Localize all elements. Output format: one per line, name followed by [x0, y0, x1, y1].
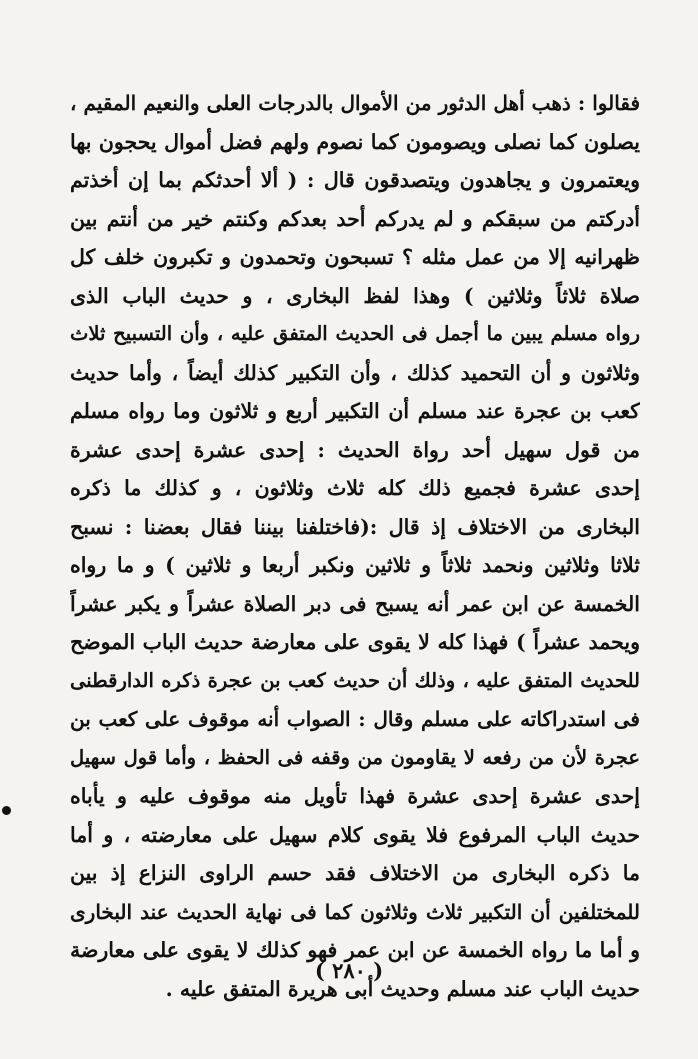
text-line: صلاة ثلاثاً وثلاثين ) وهذا لفظ البخارى ، و حديث الباب الذى [70, 283, 640, 308]
text-line: يصلون كما نصلى ويصومون كما نصوم ولهم فضل أموال يحجون بها [70, 129, 640, 154]
text-line: فقالوا : ذهب أهل الدثور من الأموال بالدرجات العلى والنعيم المقيم ، [70, 91, 640, 115]
page-number: ( ٢٨٠ ) [314, 958, 384, 983]
text-line: للمختلفين أن التكبير ثلاث وثلاثون كما فى نهاية الحديث عند البخارى [70, 899, 640, 924]
text-line: ويحمد عشراً ) فهذا كله لا يقوى على معارضة حديث الباب الموضح [70, 630, 640, 654]
text-line: من قول سهيل أحد رواة الحديث : إحدى عشرة إحدى عشرة [70, 437, 640, 462]
text-line: ظهرانيه إلا من عمل مثله ؟ تسبحون وتحمدون و تكبرون خلف كل [70, 245, 640, 269]
text-line: أدركتم من سبقكم و لم يدركم أحد بعدكم وكنتم خير من أنتم بين [70, 206, 640, 231]
text-line: إحدى عشرة فجميع ذلك كله ثلاث وثلاثون ، و كذلك ما ذكره [70, 476, 640, 500]
text-line: وثلاثون و أن التحميد كذلك ، وأن التكبير كذلك أيضاً ، وأما حديث [70, 360, 640, 385]
text-line: حديث الباب المرفوع فلا يقوى كلام سهيل على معارضته ، و أما [70, 822, 640, 847]
text-line: البخارى من الاختلاف إذ قال :(فاختلفنا بيننا فقال بعضنا : نسبح [70, 514, 640, 539]
body-text [70, 84, 640, 1008]
text-line: ما ذكره البخارى من الاختلاف فقد حسم الراوى النزاع إذ بين [70, 861, 640, 885]
text-line: كعب بن عجرة عند مسلم أن التكبير أربع و ثلاثون وما رواه مسلم [70, 399, 640, 423]
text-line: ويعتمرون و يجاهدون ويتصدقون قال : ( ألا أحدثكم بما إن أخذتم [70, 168, 640, 192]
text-line: ثلاثا وثلاثين ونحمد ثلاثاً و ثلاثين ونكبر أربعا و ثلاثين ) و ما رواه [70, 553, 640, 577]
text-line: إحدى عشرة إحدى عشرة فهذا تأويل منه موقوف عليه و يأباه [70, 784, 640, 808]
text-line: و أما ما رواه الخمسة عن ابن عمر فهو كذلك لا يقوى على معارضة [70, 938, 640, 962]
text-line: للحديث المتفق عليه ، وذلك أن حديث كعب بن عجرة ذكره الدارقطنى [70, 668, 640, 692]
text-line: رواه مسلم يبين ما أجمل فى الحديث المتفق عليه ، وأن التسبيح ثلاث [70, 322, 640, 345]
scan-mark-dot [2, 806, 11, 815]
text-line: عجرة لأن من رفعه لا يقاومون من وقفه فى الحفظ ، وأما قول سهيل [70, 745, 640, 769]
text-line: فى استدراكاته على مسلم وقال : الصواب أنه موقوف على كعب بن [70, 707, 640, 731]
text-line-last: حديث الباب عند مسلم وحديث أبى هريرة المتفق عليه . [165, 976, 640, 1001]
text-line: الخمسة عن ابن عمر أنه يسبح فى دبر الصلاة عشراً و يكبر عشراً [70, 591, 640, 616]
